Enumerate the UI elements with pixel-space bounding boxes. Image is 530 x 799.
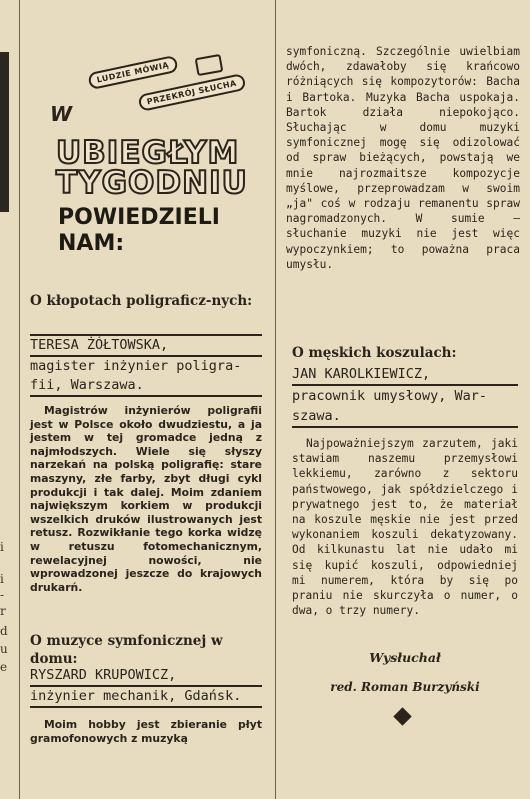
subheadline-line-2: NAM: [58, 231, 125, 256]
subheadline-line-1: POWIEDZIELI [58, 205, 220, 230]
tag-ludzie-mowia: LUDZIE MÓWIĄ [87, 55, 178, 90]
paragraph: Magistrów inżynierów poligrafii jest w Polsce około dwudziestu, a ja jestem w tej gromadce jedną z najmłodszych. Wiele się słyszy narzekań na polską poligrafię: stare maszyny, złe farby, zbyt długi cykl produkcji i tak dalej. Moim zdaniem największym korkiem w produkcji wszelkich druków ilustrowanych jest retusz. Rozwikłanie tego korka widzę w retuszu fotomechanicznym, rewelacyjnej nowości, nie wprowadzonej jeszcze do krajowych drukarń. [30, 404, 262, 594]
edge-fragment: i [0, 572, 4, 586]
person-line: inżynier mechanik, Gdańsk. [30, 688, 242, 704]
article-body-koszule [292, 436, 518, 618]
edge-fragment: i [0, 540, 4, 554]
article-body-muzyka-start [30, 718, 262, 745]
person-line: magister inżynier poligra- [30, 358, 242, 374]
paragraph: symfoniczną. Szczególnie uwielbiam dwóch, zdawałoby się krańcowo różniących się kompozytorów: Bacha i Bartoka. Muzyka Bacha uspokaja. Bartok działa niepokojąco. Słuchając w domu muzyki symfonicznej mogę się odizolować od spraw bieżących, powstają we mnie najrozmaitsze kompozycje myślowe, przeprowadzam w swoim „ja" coś w rodzaju remanentu spraw nagromadzonych. W sumie — słuchanie muzyki nie jest więc wypoczynkiem; to poważna praca umysłu. [286, 45, 520, 271]
edge-fragment: e [0, 660, 8, 674]
rule [292, 426, 518, 428]
section-heading-koszule: O męskich koszulach: [292, 345, 457, 361]
article-body-muzyka-continued [286, 44, 520, 272]
credit-name: red. Roman Burzyński [330, 680, 480, 694]
person-line: szawa. [292, 408, 341, 424]
column-rule-middle [275, 0, 276, 799]
previous-column-edge [0, 0, 12, 799]
person-line: RYSZARD KRUPOWICZ, [30, 667, 177, 683]
person-line: pracownik umysłowy, War- [292, 388, 488, 404]
headline-prefix: W [50, 102, 73, 126]
person-line: JAN KAROLKIEWICZ, [292, 366, 431, 382]
section-heading-muzyka: O muzyce symfonicznej w domu: [30, 633, 223, 667]
section-heading-poligrafia: O kłopotach poligraficz-nych: [30, 293, 253, 309]
person-line: TERESA ŻÓŁTOWSKA, [30, 337, 169, 353]
edge-fragment: - [0, 588, 5, 602]
paragraph: Moim hobby jest zbieranie płyt gramofonowych z muzyką [30, 718, 262, 745]
rule [30, 706, 262, 708]
person-teresa-zoltowska [30, 334, 262, 397]
rule [30, 395, 262, 397]
column-rule-left [19, 0, 20, 799]
headline-block [28, 56, 266, 276]
paragraph: Najpoważniejszym zarzutem, jaki stawiam naszemu przemysłowi lekkiemu, zarówno z sektoru państwowego, jak spółdzielczego i prywatnego jest to, że materiał na koszule męskie nie jest przed wykonaniem koszuli dekatyzowany. Od kilkunastu lat nie udało mi się kupić koszuli, odpowiedniej mi numerem, która by się po praniu nie skurczyła o numer, o dwa, o trzy numery. [292, 437, 518, 618]
diamond-ornament-icon [393, 707, 411, 725]
edge-fragment: d [0, 624, 8, 638]
credit-label: Wysłuchał [369, 650, 441, 665]
headline-line-2: TYGODNIU [56, 165, 248, 201]
article-body-poligrafia [30, 404, 262, 594]
edge-fragment: r [0, 604, 6, 618]
radio-icon [195, 54, 224, 76]
edge-fragment: u [0, 642, 8, 656]
person-jan-karolkiewicz [292, 364, 518, 428]
headline-line-1: UBIEGŁYM [56, 135, 240, 171]
person-ryszard-krupowicz [30, 666, 262, 708]
edge-dark-bar [0, 52, 9, 212]
person-line: fii, Warszawa. [30, 377, 144, 393]
tag-przekroj-slucha: PRZEKRÓJ SŁUCHA [137, 73, 246, 112]
